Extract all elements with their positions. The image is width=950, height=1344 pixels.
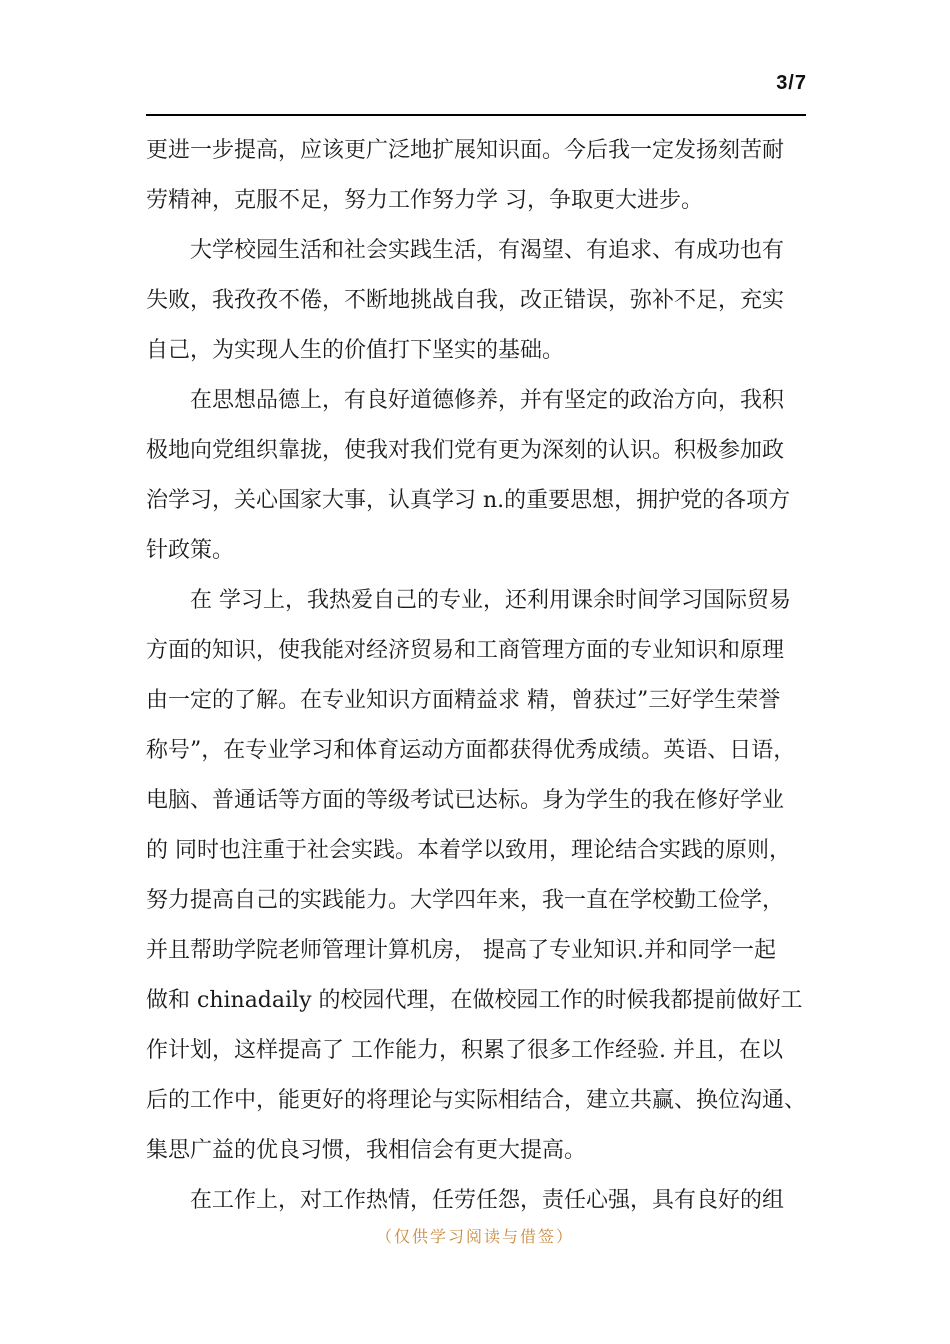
text-line: 由一定的了解。在专业知识方面精益求 精，曾获过”三好学生荣誉	[146, 688, 781, 713]
text-line: 更进一步提高，应该更广泛地扩展知识面。今后我一定发扬刻苦耐	[146, 138, 785, 163]
text-line: 的 同时也注重于社会实践。本着学以致用，理论结合实践的原则，	[146, 838, 791, 863]
text-line: 称号”，在专业学习和体育运动方面都获得优秀成绩。英语、日语，	[146, 738, 796, 763]
text-line: 集思广益的优良习惯，我相信会有更大提高。	[146, 1138, 587, 1163]
text-line: 治学习，关心国家大事，认真学习 n.的重要思想，拥护党的各项方	[146, 488, 791, 513]
text-line: 后的工作中，能更好的将理论与实际相结合，建立共赢、换位沟通、	[146, 1088, 807, 1113]
paragraph-start-line: 大学校园生活和社会实践生活，有渴望、有追求、有成功也有	[190, 238, 785, 263]
footer-note: （仅供学习阅读与借签）	[375, 1227, 574, 1246]
header-divider	[146, 114, 806, 116]
text-line: 并且帮助学院老师管理计算机房， 提高了专业知识.并和同学一起	[146, 938, 776, 963]
text-line: 极地向党组织靠拢，使我对我们党有更为深刻的认识。积极参加政	[146, 438, 785, 463]
text-line: 失败，我孜孜不倦，不断地挑战自我，改正错误，弥补不足，充实	[146, 288, 785, 313]
text-line: 电脑、普通话等方面的等级考试已达标。身为学生的我在修好学业	[146, 788, 785, 813]
paragraph-start-line: 在工作上，对工作热情，任劳任怨，责任心强，具有良好的组	[190, 1188, 785, 1213]
paragraph-start-line: 在思想品德上，有良好道德修养，并有坚定的政治方向，我积	[190, 388, 785, 413]
text-line: 针政策。	[146, 538, 235, 563]
text-line: 自己，为实现人生的价值打下坚实的基础。	[146, 338, 565, 363]
text-line: 作计划，这样提高了 工作能力，积累了很多工作经验. 并且，在以	[146, 1038, 783, 1063]
text-line: 劳精神，克服不足，努力工作努力学 习，争取更大进步。	[146, 188, 703, 213]
text-line: 做和 chinadaily 的校园代理，在做校园工作的时候我都提前做好工	[146, 988, 803, 1013]
text-line: 方面的知识，使我能对经济贸易和工商管理方面的专业知识和原理	[146, 638, 785, 663]
document-body	[146, 126, 812, 1226]
text-line: 努力提高自己的实践能力。大学四年来，我一直在学校勤工俭学，	[146, 888, 785, 913]
page-number: 3/7	[776, 72, 807, 94]
paragraph-start-line: 在 学习上，我热爱自己的专业，还利用课余时间学习国际贸易	[190, 588, 791, 613]
